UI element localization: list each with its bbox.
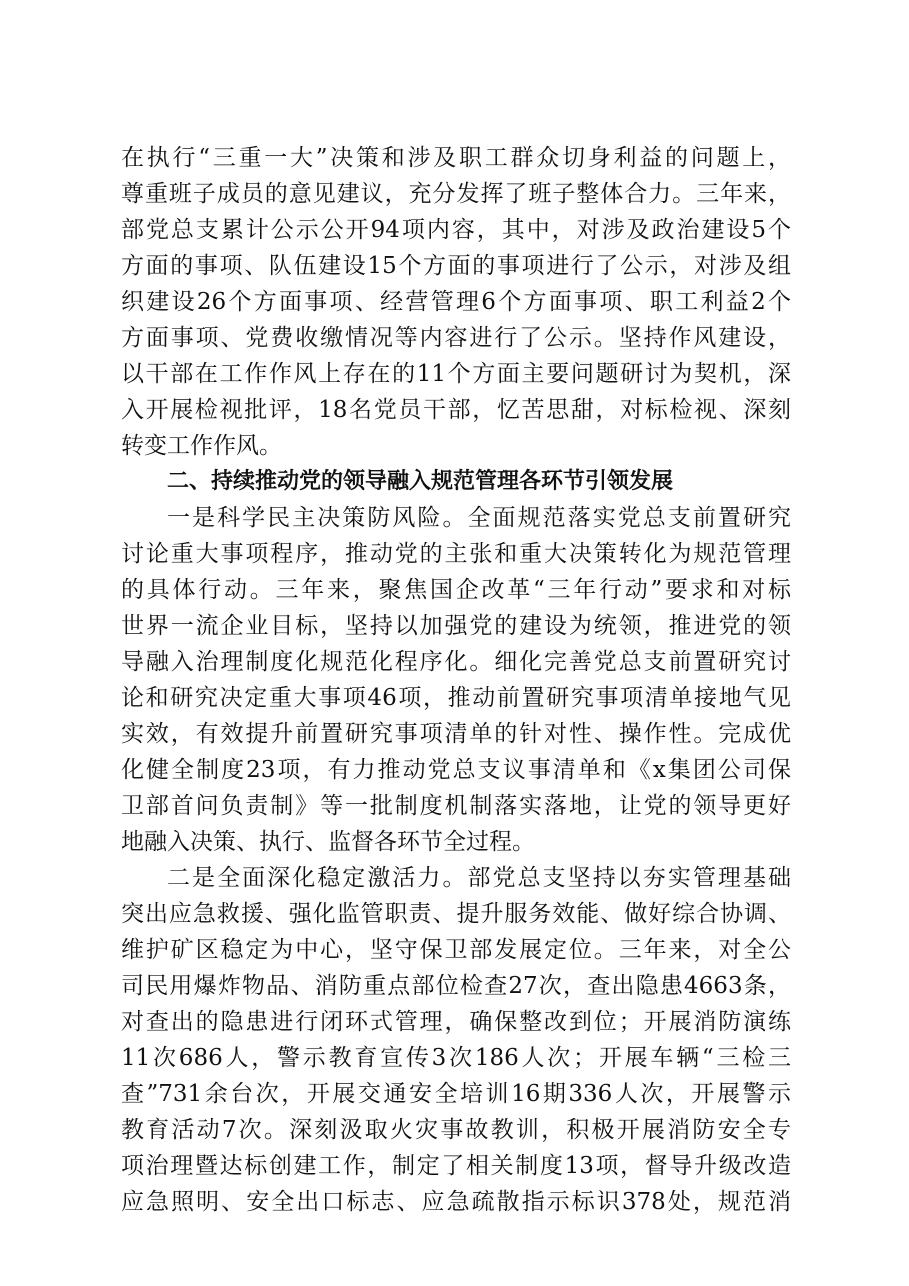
text-line: 以干部在工作作风上存在的11个方面主要问题研讨为契机，深 bbox=[121, 361, 791, 387]
text-line: 转变工作作风。 bbox=[121, 433, 282, 459]
text-line: 一是科学民主决策防风险。全面规范落实党总支前置研究 bbox=[167, 505, 791, 531]
text-line: 尊重班子成员的意见建议，充分发挥了班子整体合力。三年来， bbox=[121, 181, 791, 207]
text-line: 的具体行动。三年来，聚焦国企改革“三年行动”要求和对标 bbox=[121, 577, 791, 603]
section-heading: 二、持续推动党的领导融入规范管理各环节引领发展 bbox=[167, 469, 674, 494]
paragraph-1 bbox=[121, 140, 791, 464]
text-line: 导融入治理制度化规范化程序化。细化完善党总支前置研究讨 bbox=[121, 649, 791, 675]
text-line: 方面事项、党费收缴情况等内容进行了公示。坚持作风建设， bbox=[121, 325, 791, 351]
text-line: 论和研究决定重大事项46项，推动前置研究事项清单接地气见 bbox=[121, 685, 791, 711]
text-line: 卫部首问负责制》等一批制度机制落实落地，让党的领导更好 bbox=[121, 793, 791, 819]
text-line: 11次686人，警示教育宣传3次186人次；开展车辆“三检三 bbox=[121, 1045, 791, 1071]
text-line: 在执行“三重一大”决策和涉及职工群众切身利益的问题上， bbox=[121, 145, 791, 171]
text-line: 地融入决策、执行、监督各环节全过程。 bbox=[121, 829, 535, 855]
text-line: 教育活动7次。深刻汲取火灾事故教训，积极开展消防安全专 bbox=[121, 1117, 791, 1143]
paragraph-2 bbox=[121, 500, 791, 860]
text-line: 讨论重大事项程序，推动党的主张和重大决策转化为规范管理 bbox=[121, 541, 791, 567]
text-line: 对查出的隐患进行闭环式管理，确保整改到位；开展消防演练 bbox=[121, 1009, 791, 1035]
text-line: 世界一流企业目标，坚持以加强党的建设为统领，推进党的领 bbox=[121, 613, 791, 639]
text-line: 应急照明、安全出口标志、应急疏散指示标识378处，规范消 bbox=[121, 1189, 791, 1215]
text-line: 化健全制度23项，有力推动党总支议事清单和《x集团公司保 bbox=[121, 757, 791, 783]
text-line: 查”731余台次，开展交通安全培训16期336人次，开展警示 bbox=[121, 1081, 791, 1107]
text-line: 司民用爆炸物品、消防重点部位检查27次，查出隐患4663条， bbox=[121, 973, 791, 999]
text-line: 突出应急救援、强化监管职责、提升服务效能、做好综合协调、 bbox=[121, 901, 791, 927]
text-line: 二是全面深化稳定激活力。部党总支坚持以夯实管理基础 bbox=[167, 865, 791, 891]
text-line: 入开展检视批评，18名党员干部，忆苦思甜，对标检视、深刻 bbox=[121, 397, 791, 423]
text-line: 维护矿区稳定为中心，坚守保卫部发展定位。三年来，对全公 bbox=[121, 937, 791, 963]
text-line: 实效，有效提升前置研究事项清单的针对性、操作性。完成优 bbox=[121, 721, 791, 747]
text-line: 项治理暨达标创建工作，制定了相关制度13项，督导升级改造 bbox=[121, 1153, 791, 1179]
text-line: 部党总支累计公示公开94项内容，其中，对涉及政治建设5个 bbox=[121, 217, 791, 243]
text-line: 织建设26个方面事项、经营管理6个方面事项、职工利益2个 bbox=[121, 289, 791, 315]
document-body bbox=[121, 140, 791, 1220]
text-line: 方面的事项、队伍建设15个方面的事项进行了公示，对涉及组 bbox=[121, 253, 791, 279]
paragraph-3 bbox=[121, 860, 791, 1220]
